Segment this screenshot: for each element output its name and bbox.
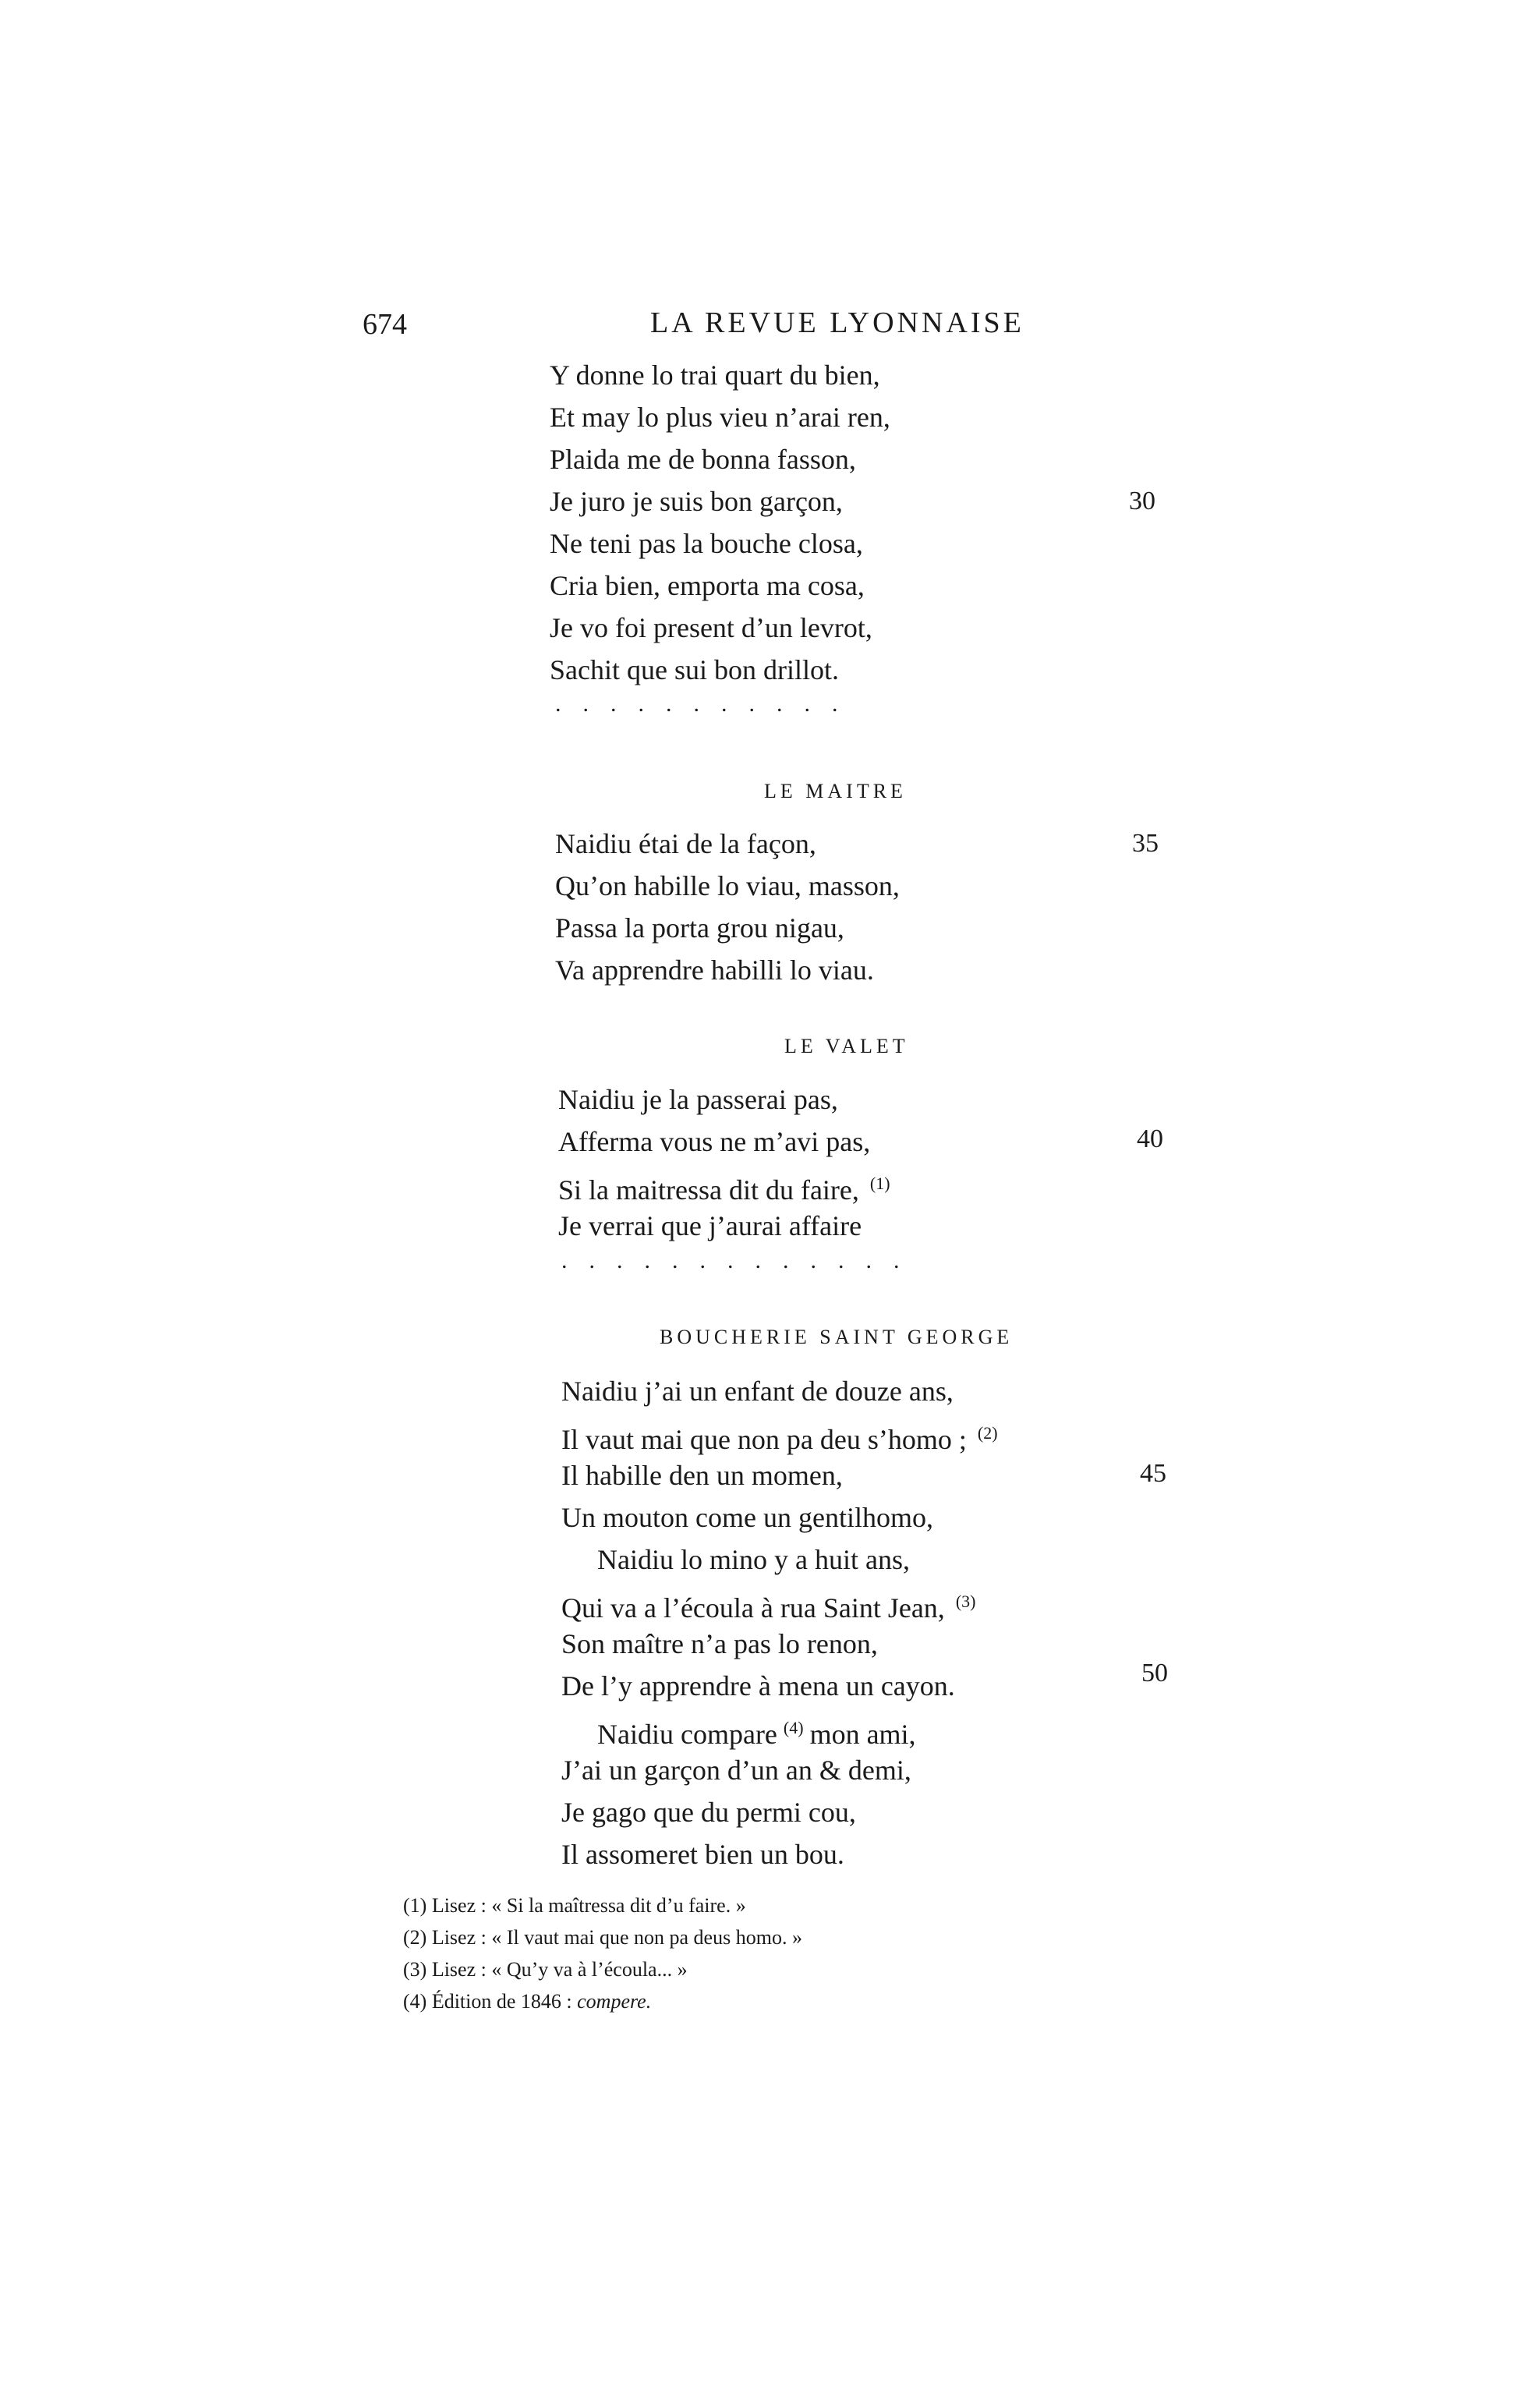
footnote-ref: (2): [977, 1423, 998, 1443]
line-number: 35: [1132, 829, 1159, 858]
stanza-2: [555, 823, 900, 991]
verse-line: Y donne lo trai quart du bien,: [550, 359, 880, 391]
verse-line: J’ai un garçon d’un an & demi,: [561, 1755, 911, 1786]
verse-line: Son maître n’a pas lo renon,: [561, 1628, 878, 1659]
verse-line: Afferma vous ne m’avi pas,: [558, 1126, 871, 1157]
stanza-3: [558, 1078, 890, 1247]
footnote: (3) Lisez : « Qu’y va à l’écoula... »: [403, 1958, 688, 1981]
verse-line: Je verrai que j’aurai affaire: [558, 1210, 862, 1241]
line-number: 30: [1129, 487, 1155, 515]
footnote: (2) Lisez : « Il vaut mai que non pa deus homo. »: [403, 1926, 802, 1949]
verse-line: [558, 1163, 890, 1205]
verse-text: Si la maitressa dit du faire,: [558, 1174, 859, 1206]
verse-line: Naidiu lo mino y a huit ans,: [597, 1544, 910, 1575]
footnote-ref: (1): [869, 1174, 890, 1193]
verse-text: Naidiu compare: [597, 1719, 777, 1750]
footnote-ref: (4): [783, 1718, 804, 1737]
verse-line: Va apprendre habilli lo viau.: [555, 954, 874, 986]
stanza-4: [561, 1370, 998, 1875]
verse-line: Je vo foi present d’un levrot,: [550, 612, 872, 643]
verse-line: [561, 1581, 998, 1623]
footnotes: [403, 1889, 802, 2017]
speaker-label: LE MAITRE: [764, 780, 907, 802]
verse-line: Plaida me de bonna fasson,: [550, 444, 856, 475]
verse-line: De l’y apprendre à mena un cayon.: [561, 1670, 955, 1702]
line-number: 50: [1141, 1659, 1168, 1687]
verse-line: [561, 1707, 998, 1749]
ellipsis-dots: .............: [561, 1248, 922, 1273]
footnote-emphasis: compere.: [577, 1990, 652, 2013]
verse-line: Et may lo plus vieu n’arai ren,: [550, 402, 890, 433]
verse-line: Il habille den un momen,: [561, 1460, 843, 1491]
line-number: 40: [1137, 1124, 1163, 1153]
verse-line: Cria bien, emporta ma cosa,: [550, 570, 865, 601]
ellipsis-dots: ...........: [555, 691, 860, 717]
verse-line: Passa la porta grou nigau,: [555, 912, 844, 944]
speaker-label: LE VALET: [784, 1035, 909, 1057]
verse-text: mon ami,: [809, 1719, 916, 1750]
footnote: (1) Lisez : « Si la maîtressa dit d’u faire. »: [403, 1894, 746, 1917]
verse-line: [561, 1412, 998, 1454]
verse-line: Sachit que sui bon drillot.: [550, 654, 839, 685]
verse-line: Il assomeret bien un bou.: [561, 1839, 844, 1870]
speaker-label: BOUCHERIE SAINT GEORGE: [660, 1326, 1014, 1348]
verse-line: Ne teni pas la bouche closa,: [550, 528, 863, 559]
verse-text: Qui va a l’écoula à rua Saint Jean,: [561, 1592, 945, 1624]
footnote-text: (4) Édition de 1846 :: [403, 1990, 572, 2013]
verse-line: Naidiu étai de la façon,: [555, 828, 816, 859]
footnote-ref: (3): [955, 1592, 976, 1611]
verse-line: Naidiu je la passerai pas,: [558, 1084, 838, 1115]
verse-line: Un mouton come un gentilhomo,: [561, 1502, 933, 1533]
verse-line: Je juro je suis bon garçon,: [550, 486, 843, 517]
verse-line: Naidiu j’ai un enfant de douze ans,: [561, 1376, 954, 1407]
line-number: 45: [1140, 1459, 1166, 1488]
verse-line: Qu’on habille lo viau, masson,: [555, 870, 900, 901]
running-title: LA REVUE LYONNAISE: [650, 306, 1024, 339]
verse-line: Je gago que du permi cou,: [561, 1797, 856, 1828]
stanza-1: [550, 354, 890, 691]
page-number: 674: [363, 308, 407, 341]
footnote: [403, 1985, 802, 2017]
verse-text: Il vaut mai que non pa deu s’homo ;: [561, 1424, 967, 1455]
